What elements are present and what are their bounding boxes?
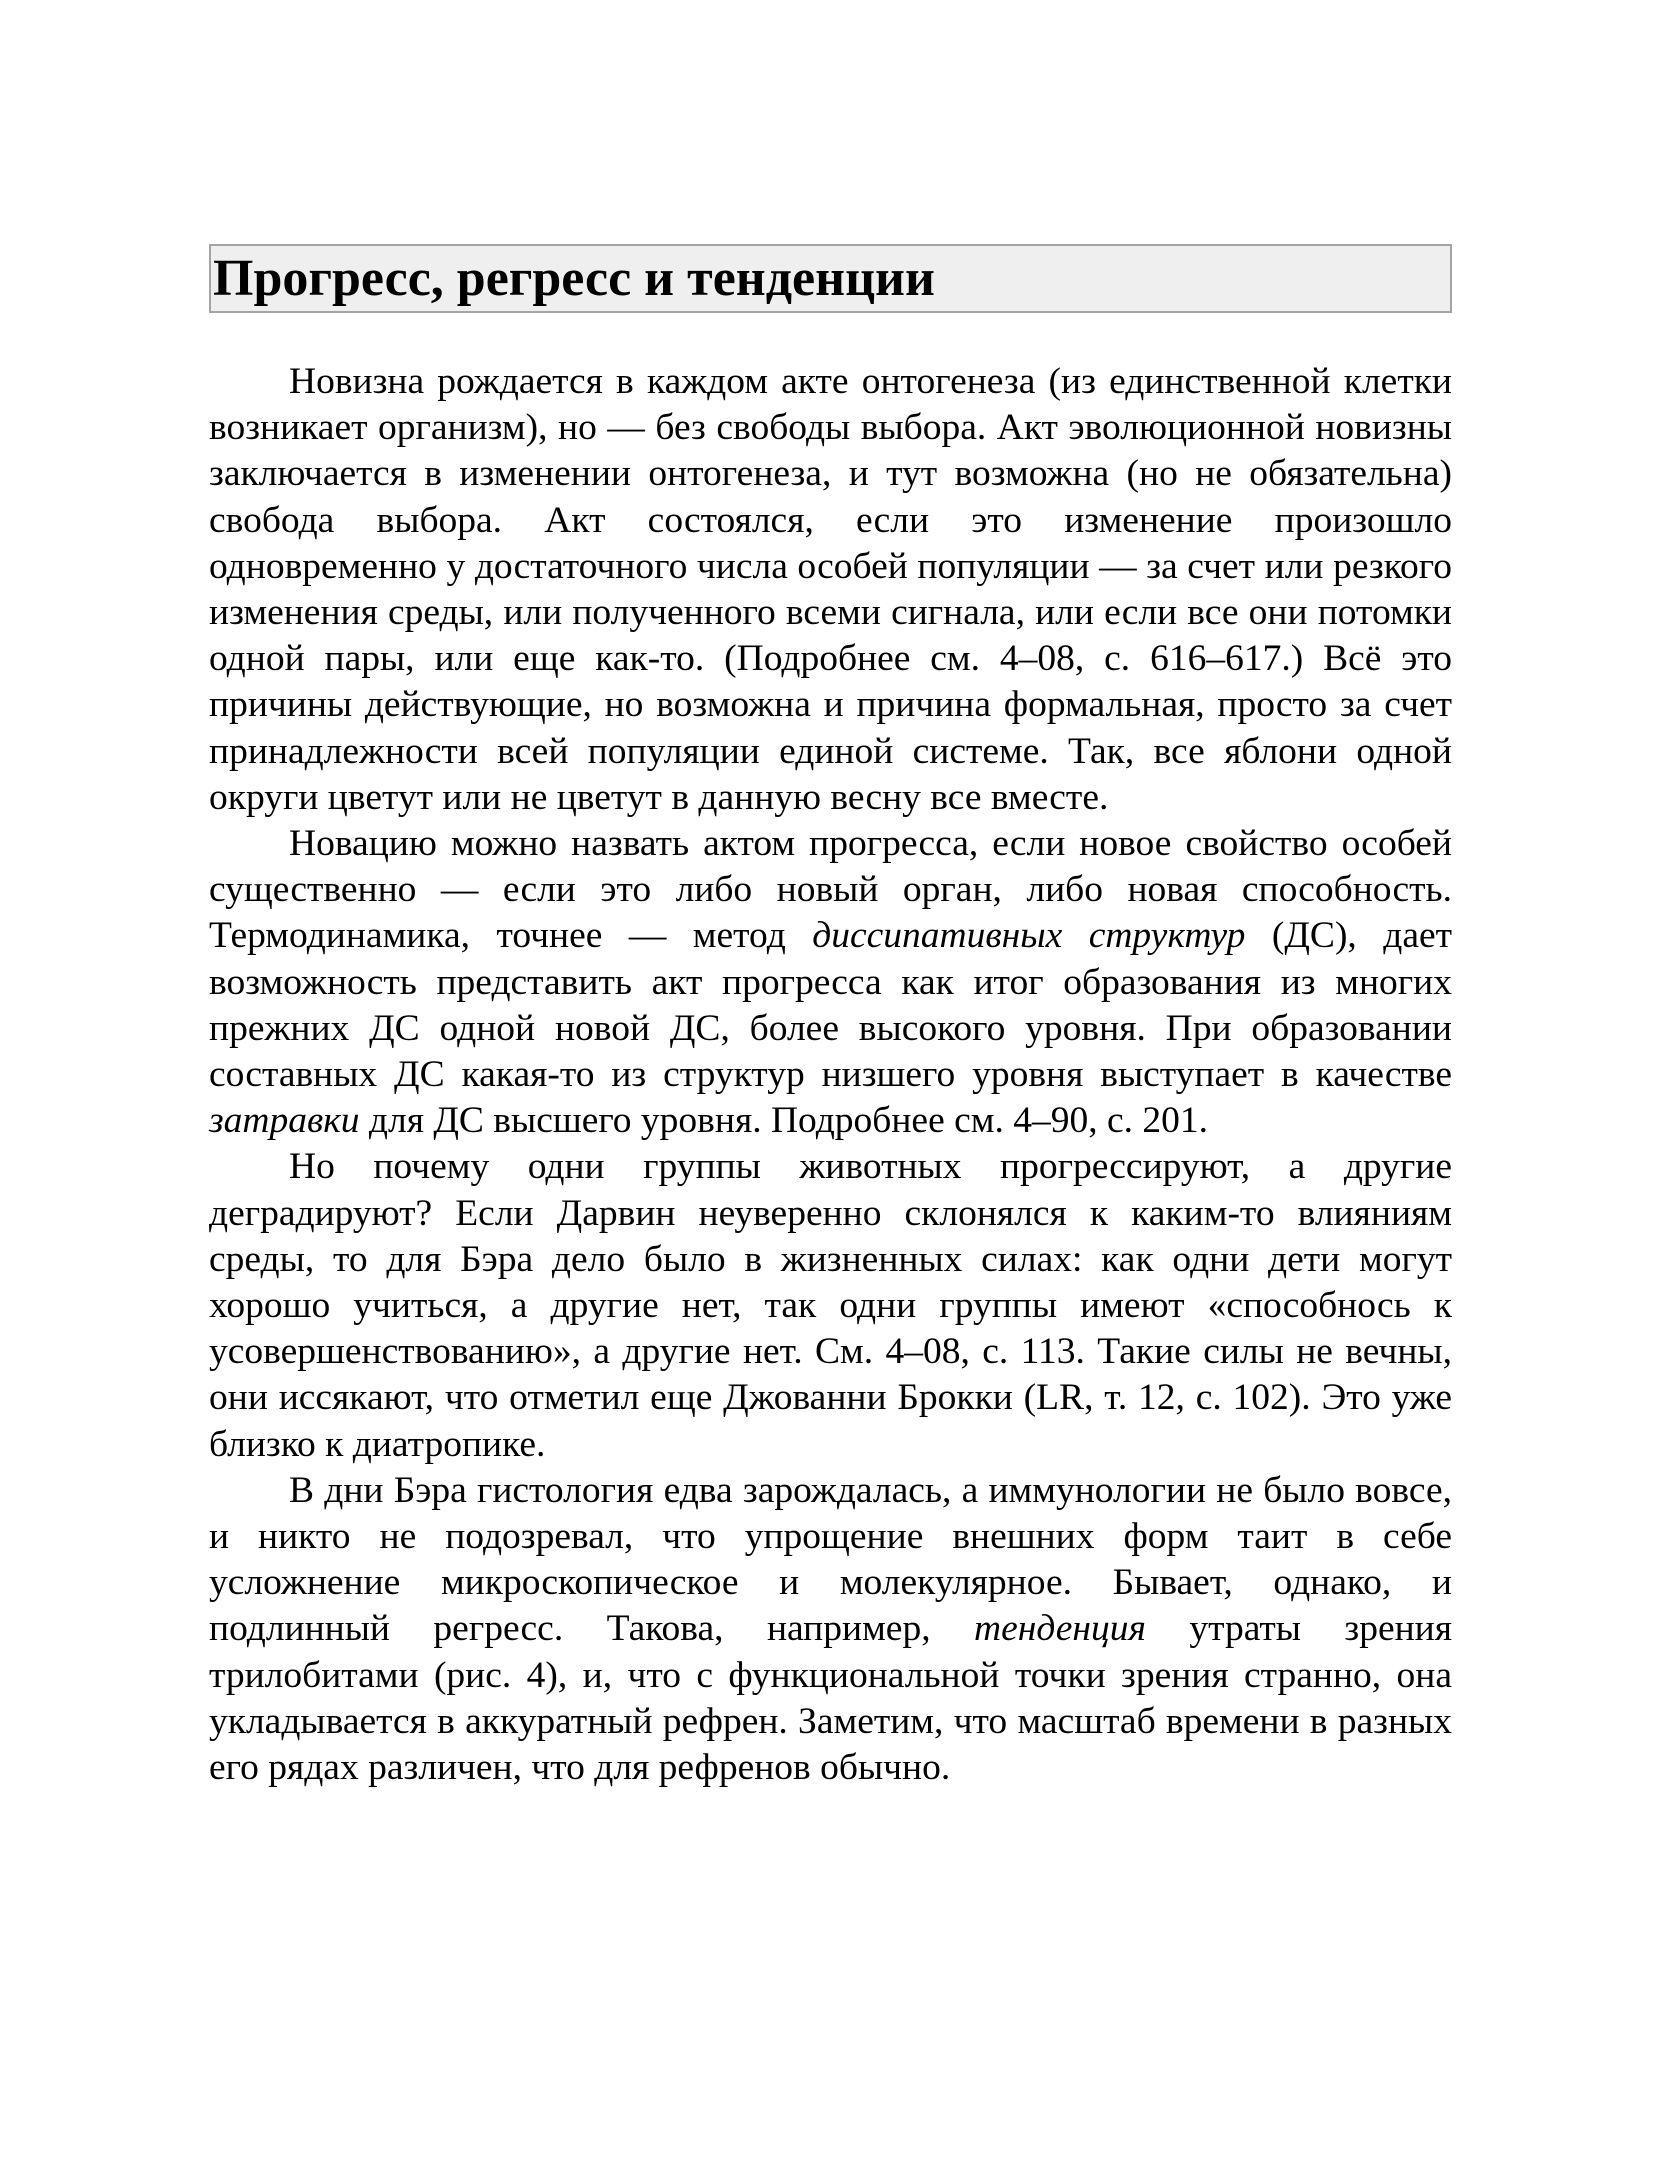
document-page — [209, 244, 1452, 1791]
italic-term: тенденция — [974, 1608, 1146, 1650]
text-segment: для ДС высшего уровня. Подробнее см. 4–90, с. 201. — [359, 1100, 1208, 1142]
body-text — [209, 359, 1452, 1791]
paragraph — [209, 1144, 1452, 1467]
section-heading-box — [209, 244, 1452, 313]
paragraph — [209, 359, 1452, 821]
text-segment: Новизна рождается в каждом акте онтогенеза (из единственной клетки возникает организм), но — без свободы выбора. Акт эволюционной новизны заключается в изменении онтогенеза, и тут возможна (но не обязательна) свобода выбора. Акт состоялся, если это изменение произошло одновременно у достаточного числа особей популяции — за счет или резкого изменения среды, или полученного всеми сигнала, или если все они потомки одной пары, или еще как-то. (Подробнее см. 4–08, с. 616–617.) Всё это причины действующие, но возможна и причина формальная, просто за счет принадлежности всей популяции единой системе. Так, все яблони одной округи цветут или не цветут в данную весну все вместе. — [209, 361, 1452, 818]
paragraph — [209, 1468, 1452, 1791]
text-segment: Новацию можно назвать актом прогресса, если новое свойство особей существенно — если это либо новый орган, либо новая способность. Термодинамика, точнее — метод — [209, 823, 1452, 957]
text-segment: утраты зрения трилобитами (рис. 4), и, что с функциональной точки зрения странно, она укладывается в аккуратный рефрен. Заметим, что масштаб времени в разных его рядах различен, что для рефренов обычно. — [209, 1608, 1452, 1789]
text-segment: (ДС), дает возможность представить акт прогресса как итог образования из многих прежних ДС одной новой ДС, более высокого уровня. При образовании составных ДС какая-то из структур низшего уровня выступает в качестве — [209, 915, 1453, 1096]
italic-term: диссипативных структур — [812, 915, 1246, 957]
section-heading: Прогресс, регресс и тенденции — [213, 249, 935, 307]
paragraph — [209, 821, 1452, 1144]
text-segment: В дни Бэра гистология едва зарождалась, а иммунологии не было вовсе, и никто не подозревал, что упрощение внешних форм таит в себе усложнение микроскопическое и молекулярное. Бывает, однако, и подлинный регресс. Такова, например, — [209, 1469, 1452, 1650]
text-segment: Но почему одни группы животных прогрессируют, а другие деградируют? Если Дарвин неуверенно склонялся к каким-то влияниям среды, то для Бэра дело было в жизненных силах: как одни дети могут хорошо учиться, а другие нет, так одни группы имеют «способнось к усовершенствованию», а другие нет. См. 4–08, с. 113. Такие силы не вечны, они иссякают, что отметил еще Джованни Брокки (LR, т. 12, с. 102). Это уже близко к диатропике. — [209, 1146, 1452, 1465]
italic-term: затравки — [209, 1100, 360, 1142]
